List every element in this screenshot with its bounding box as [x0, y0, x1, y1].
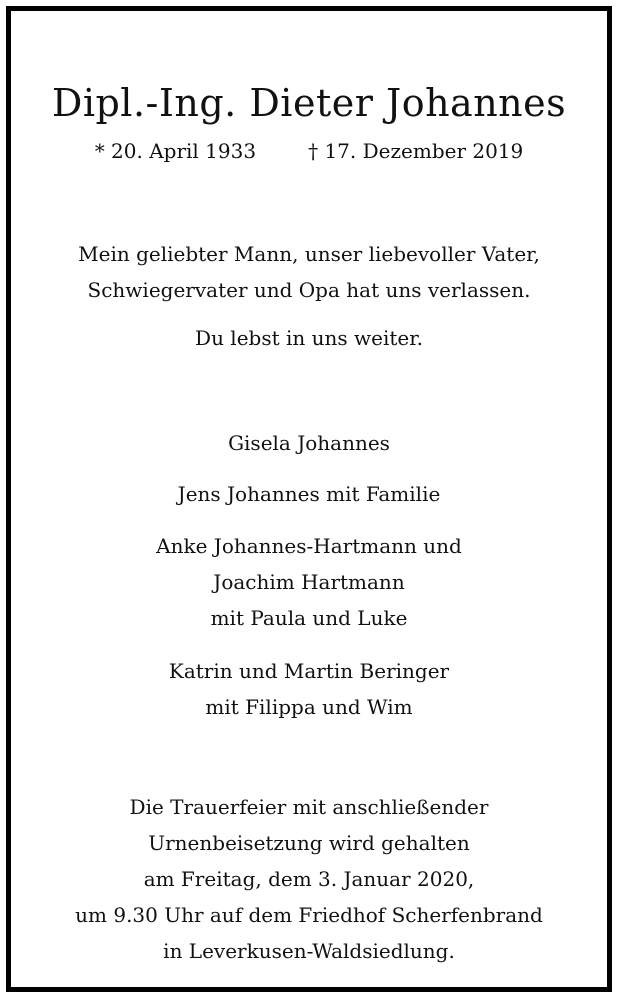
funeral-info	[11, 789, 607, 969]
mourner-line: Jens Johannes mit Familie	[177, 482, 441, 506]
deceased-name: Dipl.-Ing. Dieter Johannes	[51, 81, 567, 125]
life-dates	[11, 139, 607, 163]
funeral-info-line: am Freitag, dem 3. Januar 2020,	[143, 867, 475, 891]
funeral-info-line: um 9.30 Uhr auf dem Friedhof Scherfenbrand	[75, 903, 543, 927]
death-date: † 17. Dezember 2019	[308, 139, 524, 163]
mourner-line: Gisela Johannes	[228, 431, 390, 455]
motto-line: Du lebst in uns weiter.	[195, 326, 423, 350]
mourner-line: Katrin und Martin Beringer	[168, 659, 450, 683]
mourner-group	[11, 425, 607, 461]
mourner-group	[11, 476, 607, 512]
obituary-content	[11, 11, 607, 987]
farewell-message	[11, 236, 607, 308]
funeral-info-line: Die Trauerfeier mit anschließender	[129, 795, 489, 819]
obituary-frame	[6, 6, 612, 992]
mourner-line: Anke Johannes-Hartmann und	[156, 534, 462, 558]
funeral-info-line: Urnenbeisetzung wird gehalten	[148, 831, 470, 855]
farewell-message-line: Schwiegervater und Opa hat uns verlassen.	[87, 278, 531, 302]
mourner-group	[11, 653, 607, 725]
motto	[11, 320, 607, 356]
mourner-line: mit Paula und Luke	[210, 606, 408, 630]
mourner-line: mit Filippa und Wim	[205, 695, 413, 719]
farewell-message-line: Mein geliebter Mann, unser liebevoller Vater,	[78, 242, 540, 266]
mourner-group	[11, 528, 607, 636]
birth-date: * 20. April 1933	[94, 139, 257, 163]
mourner-line: Joachim Hartmann	[213, 570, 405, 594]
funeral-info-line: in Leverkusen-Waldsiedlung.	[163, 939, 455, 963]
